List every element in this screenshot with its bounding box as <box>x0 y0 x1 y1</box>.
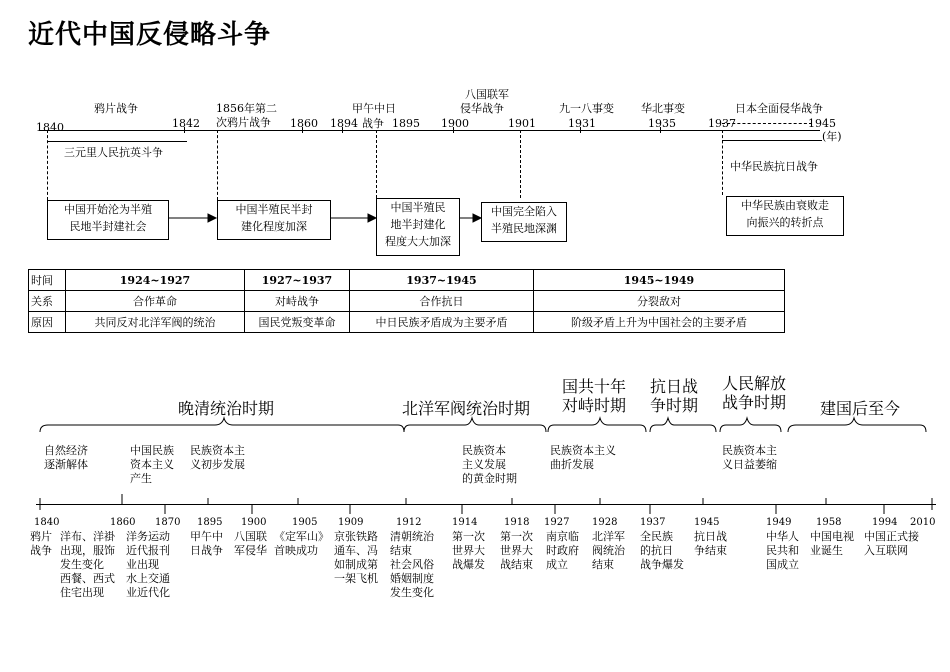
cell: 对峙战争 <box>245 291 350 312</box>
box-line: 中国完全陷入 <box>491 205 557 218</box>
box-line: 程度大大加深 <box>385 235 451 248</box>
table-row <box>29 312 785 333</box>
history-event: 鸦片 战争 <box>30 530 52 557</box>
war-label: 鸦片战争 <box>94 102 138 115</box>
war-label: 侵华战争 <box>460 102 504 115</box>
year-label: 1912 <box>396 517 422 528</box>
box-line: 民地半封建社会 <box>69 220 147 233</box>
cell: 中日民族矛盾成为主要矛盾 <box>350 312 534 333</box>
row-head: 原因 <box>29 312 66 333</box>
history-event: 中国电视 业诞生 <box>810 530 854 557</box>
year-label: 1928 <box>592 517 618 528</box>
economy-event: 民族资本主 义初步发展 <box>190 444 245 471</box>
year-label: 2010 <box>910 517 936 528</box>
war-label: 华北事变 <box>641 102 685 115</box>
box-line: 建化程度加深 <box>241 220 307 233</box>
war-label: 九一八事变 <box>559 102 614 115</box>
year-label: 1895 <box>392 117 420 130</box>
cell: 共同反对北洋军阀的统治 <box>66 312 245 333</box>
history-event: 洋布、洋褂 出现，服饰 发生变化 西餐、西式 住宅出现 <box>60 530 115 599</box>
table-row <box>29 270 785 291</box>
kmt-cpc-relations-table <box>28 269 785 333</box>
year-label: 1870 <box>155 517 181 528</box>
history-event: 抗日战 争结束 <box>694 530 727 557</box>
year-label: 1895 <box>197 517 223 528</box>
page-title: 近代中国反侵略斗争 <box>28 20 272 50</box>
period-label: 建国后至今 <box>820 399 901 418</box>
year-label: 1894 <box>330 117 358 130</box>
struggle-label: 中华民族抗日战争 <box>730 160 818 173</box>
history-event: 第一次 世界大 战结束 <box>500 530 533 571</box>
box-line: 中华民族由衰败走 <box>741 199 829 212</box>
history-event: 中国正式接 入互联网 <box>864 530 919 557</box>
cell: 1927~1937 <box>245 270 350 291</box>
year-label: 1994 <box>872 517 898 528</box>
period-label: 国共十年 对峙时期 <box>562 377 627 415</box>
box-line: 中国半殖民半封 <box>235 203 313 216</box>
war-label: 日本全面侵华战争 <box>735 102 823 115</box>
year-label: 1840 <box>34 517 60 528</box>
year-label: 1900 <box>441 117 469 130</box>
war-label: 战争 <box>362 117 384 130</box>
history-event: 《定军山》 首映成功 <box>274 530 329 557</box>
year-label: 1842 <box>172 117 200 130</box>
year-label: 1901 <box>508 117 536 130</box>
economy-event: 民族资本 主义发展 的黄金时期 <box>462 444 517 485</box>
war-label: 八国联军 <box>465 88 509 101</box>
cell: 1937~1945 <box>350 270 534 291</box>
year-label: 1905 <box>292 517 318 528</box>
year-label: 1909 <box>338 517 364 528</box>
year-label: 1918 <box>504 517 530 528</box>
year-label: 1945 <box>808 117 836 130</box>
history-event: 全民族 的抗日 战争爆发 <box>640 530 684 571</box>
year-label: 1931 <box>568 117 596 130</box>
year-label: 1937 <box>640 517 666 528</box>
year-unit: (年) <box>822 130 842 143</box>
year-label: 1856年第二 <box>216 102 277 115</box>
period-label: 北洋军阀统治时期 <box>402 399 531 418</box>
box-line: 向振兴的转折点 <box>746 216 824 229</box>
economy-event: 民族资本主义 曲折发展 <box>550 444 616 471</box>
year-label: 1927 <box>544 517 570 528</box>
history-event: 清朝统治 结束 社会风俗 婚姻制度 发生变化 <box>390 530 434 599</box>
box-line: 中国半殖民 <box>390 201 446 214</box>
box-line: 半殖民地深渊 <box>491 222 557 235</box>
economy-event: 民族资本主 义日益萎缩 <box>722 444 777 471</box>
history-event: 甲午中 日战争 <box>190 530 223 557</box>
cell: 合作革命 <box>66 291 245 312</box>
year-label: 次鸦片战争 <box>216 116 271 129</box>
history-event: 第一次 世界大 战爆发 <box>452 530 485 571</box>
history-event: 北洋军 阀统治 结束 <box>592 530 625 571</box>
year-label: 1840 <box>36 121 64 134</box>
year-label: 1914 <box>452 517 478 528</box>
cell: 分裂敌对 <box>534 291 785 312</box>
year-label: 1945 <box>694 517 720 528</box>
cell: 国民党叛变革命 <box>245 312 350 333</box>
cell: 合作抗日 <box>350 291 534 312</box>
box-line: 地半封建化 <box>390 218 446 231</box>
box-line: 中国开始沦为半殖 <box>64 203 152 216</box>
history-event: 洋务运动 近代报刊 业出现 水上交通 业近代化 <box>126 530 170 599</box>
economy-event: 自然经济 逐渐解体 <box>44 444 88 471</box>
history-event: 中华人 民共和 国成立 <box>766 530 799 571</box>
history-event: 八国联 军侵华 <box>234 530 267 557</box>
year-label: 1860 <box>290 117 318 130</box>
cell: 1924~1927 <box>66 270 245 291</box>
arrows <box>0 0 950 260</box>
period-label: 晚清统治时期 <box>178 399 275 418</box>
table-row <box>29 291 785 312</box>
cell: 1945~1949 <box>534 270 785 291</box>
year-label: 1958 <box>816 517 842 528</box>
year-label: 1949 <box>766 517 792 528</box>
cell: 阶级矛盾上升为中国社会的主要矛盾 <box>534 312 785 333</box>
struggle-label: 三元里人民抗英斗争 <box>64 146 163 159</box>
period-label: 人民解放 战争时期 <box>722 374 787 412</box>
war-label: 甲午中日 <box>352 102 396 115</box>
row-head: 关系 <box>29 291 66 312</box>
year-label: 1900 <box>241 517 267 528</box>
history-event: 南京临 时政府 成立 <box>546 530 579 571</box>
period-label: 抗日战 争时期 <box>650 377 699 415</box>
history-event: 京张铁路 通车、冯 如制成第 一架飞机 <box>334 530 378 585</box>
year-label: 1937 <box>708 117 736 130</box>
year-label: 1935 <box>648 117 676 130</box>
year-label: 1860 <box>110 517 136 528</box>
axis-ticks <box>0 490 950 520</box>
row-head: 时间 <box>29 270 66 291</box>
economy-event: 中国民族 资本主义 产生 <box>130 444 174 485</box>
